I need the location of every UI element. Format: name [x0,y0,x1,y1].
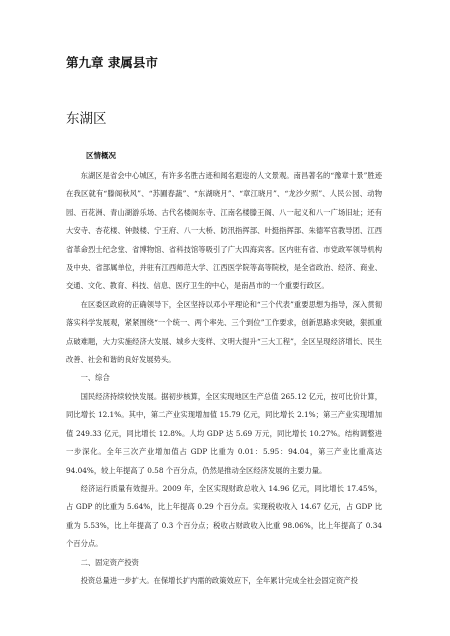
paragraph-quality: 经济运行质量有效提升。2009 年，全区实现财政总收入 14.96 亿元，同比增长 17.45%，占 GDP 的比重为 5.64%，比上年提高 0.29 个百分点。实现税收收入 14.67 亿元，占 GDP 比重为 5.53%，比上年提高了 0.3 个百分点；税收占财政收入比重 98.06%，比上年提高了 0.34 个百分点。 [66,483,382,549]
paragraph-development: 在区委区政府的正确领导下，全区坚持以邓小平理论和“三个代表”重要思想为指导，深入贯彻落实科学发展观，紧紧围绕“一个统一、两个率先、三个到位”工作要求，创新思路求突破，狠抓重点破难题，大力实施经济大发展、城乡大变样、文明大提升“三大工程”，全区呈现经济增长、民生改善、社会和谐的良好发展势头。 [66,299,382,365]
subheading-general: 一、综合 [80,373,110,383]
paragraph-investment: 投资总量进一步扩大。在保增长扩内需的政策效应下，全年累计完成全社会固定资产投 [80,575,358,585]
chapter-title: 第九章 隶属县市 [66,55,158,70]
section-title: 区情概况 [86,151,116,160]
subheading-investment: 二、固定资产投资 [80,557,139,567]
district-title: 东湖区 [66,111,107,127]
paragraph-economy: 国民经济持续较快发展。据初步核算，全区实现地区生产总值 265.12 亿元，按可比价计算，同比增长 12.1%。其中，第二产业实现增加值 15.79 亿元，同比增长 2.1%；第三产业实现增加值 249.33 亿元，同比增长 12.8%。人均 GDP 达 5.69 万元，同比增长 10.27%。结构调整进一步深化。全年三次产业增加值占 GDP 比重为 0.01：5.95：94.04，第三产业比重高达 94.04%，较上年提高了 0.58 个百分点，仍然是推动全区经济发展的主要力量。 [66,391,382,475]
paragraph-overview: 东湖区是省会中心城区，有许多名胜古迹和闻名遐迩的人文景观。南昌著名的“豫章十景”胜迹在我区就有“滕阁秋风”、“苏圃春蔬”、“东湖晓月”、“章江晓月”、“龙沙夕照”、人民公园、动物园、百花洲、青山湖游乐场、古代名楼阁东寺、江南名楼滕王阁、八一起义和八一广场旧址；还有大安寺、杏花楼、钟鼓楼、宁王府、八一大桥、防汛指挥部、叶挺指挥部、朱德军官教导团、江西省革命烈士纪念堂、省博物馆、省科技馆等吸引了广大四海宾客。区内驻有省、市党政军领导机构及中央、省部属单位，并驻有江西师范大学、江西医学院等高等院校，是全省政治、经济、商业、交通、文化、教育、科技、信息、医疗卫生的中心，是南昌市的一个重要行政区。 [66,171,382,291]
document-body [66,167,382,590]
